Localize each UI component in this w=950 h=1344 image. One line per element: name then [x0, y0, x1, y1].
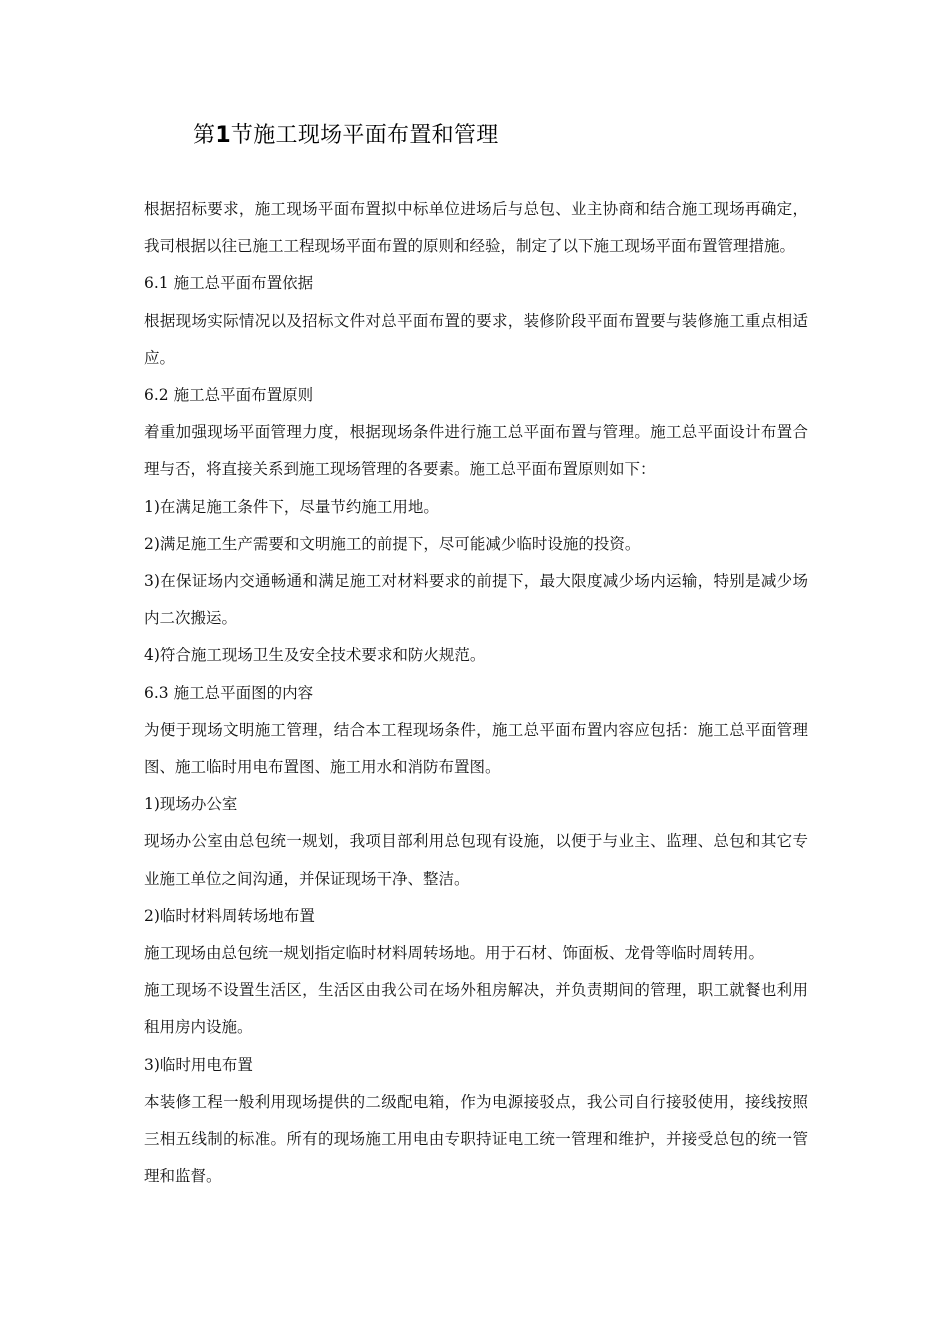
list-item-principle-1: 1)在满足施工条件下，尽量节约施工用地。	[144, 497, 439, 516]
list-item-principle-2: 2)满足施工生产需要和文明施工的前提下，尽可能减少临时设施的投资。	[144, 534, 641, 553]
heading-6-2: 6.2 施工总平面布置原则	[144, 386, 314, 405]
section-title-text: 节施工现场平面布置和管理	[230, 123, 499, 148]
subheading-site-office: 1)现场办公室	[144, 795, 238, 814]
paragraph-material-yard: 施工现场由总包统一规划指定临时材料周转场地。用于石材、饰面板、龙骨等临时周转用。	[144, 944, 765, 963]
section-title-number: 1	[215, 123, 231, 148]
section-title	[193, 120, 499, 152]
heading-6-3: 6.3 施工总平面图的内容	[144, 683, 314, 702]
paragraph-site-office: 现场办公室由总包统一规划，我项目部利用总包现有设施，以便于与业主、监理、总包和其它专业施工单位之间沟通，并保证现场干净、整洁。	[144, 832, 808, 888]
paragraph-basis: 根据现场实际情况以及招标文件对总平面布置的要求，装修阶段平面布置要与装修施工重点相适应。	[144, 311, 808, 367]
section-title-prefix: 第	[193, 123, 216, 148]
paragraph-contents: 为便于现场文明施工管理，结合本工程现场条件，施工总平面布置内容应包括：施工总平面管理图、施工临时用电布置图、施工用水和消防布置图。	[144, 720, 808, 777]
heading-6-1: 6.1 施工总平面布置依据	[144, 274, 314, 293]
list-item-principle-4: 4)符合施工现场卫生及安全技术要求和防火规范。	[144, 646, 486, 665]
paragraph-temp-power: 本装修工程一般利用现场提供的二级配电箱，作为电源接驳点，我公司自行接驳使用，接线按照三相五线制的标准。所有的现场施工用电由专职持证电工统一管理和维护，并接受总包的统一管理和监督。	[144, 1092, 808, 1186]
paragraph-principles: 着重加强现场平面管理力度，根据现场条件进行施工总平面布置与管理。施工总平面设计布置合理与否，将直接关系到施工现场管理的各要素。施工总平面布置原则如下：	[144, 423, 808, 479]
list-item-principle-3: 3)在保证场内交通畅通和满足施工对材料要求的前提下，最大限度减少场内运输，特别是减少场内二次搬运。	[144, 572, 808, 628]
paragraph-intro: 根据招标要求，施工现场平面布置拟中标单位进场后与总包、业主协商和结合施工现场再确定，我司根据以往已施工工程现场平面布置的原则和经验，制定了以下施工现场平面布置管理措施。	[144, 200, 808, 256]
subheading-temp-power: 3)临时用电布置	[144, 1055, 253, 1074]
subheading-material-yard: 2)临时材料周转场地布置	[144, 906, 315, 925]
document-body	[144, 191, 808, 1195]
paragraph-living-area: 施工现场不设置生活区，生活区由我公司在场外租房解决，并负责期间的管理，职工就餐也利用租用房内设施。	[144, 981, 808, 1037]
